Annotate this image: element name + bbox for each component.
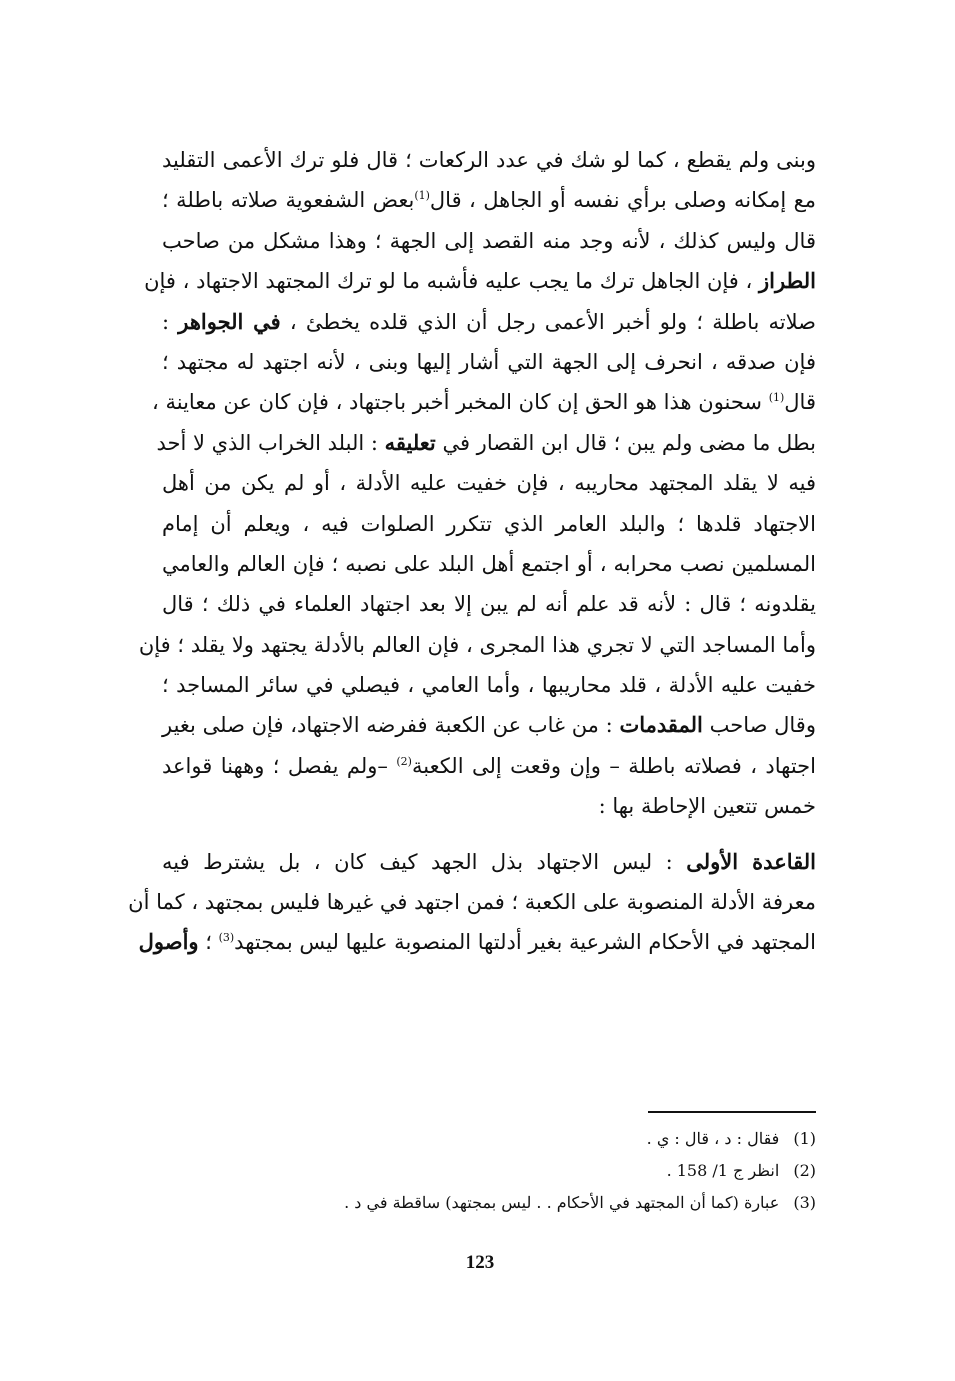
text-run: اجتهاد ، فصلاته باطلة – وإن وقعت إلى الكعبة	[411, 753, 817, 778]
paragraph-gap	[162, 827, 816, 842]
footnote-ref: (1)	[414, 189, 430, 203]
text-line	[138, 922, 816, 962]
footnote	[344, 1187, 816, 1219]
text-run: سحنون هذا هو الحق إن كان المخبر أخبر باجتهاد ، فإن كان عن معاينة ،	[152, 390, 769, 415]
footnote-ref: (2)	[396, 754, 412, 768]
text-run: وبنى ولم يقطع ، كما لو شك في عدد الركعات ؛ قال فلو ترك الأعمى التقليد	[162, 148, 816, 172]
bold-term: وأصول	[138, 929, 199, 955]
text-line	[156, 423, 816, 463]
footnote-text: عبارة (كما أن المجتهد في الأحكام . . ليس بمجتهد) ساقطة في د .	[344, 1193, 780, 1212]
text-run: يقلدونه ؛ قال : لأنه قد علم أنه لم يبن إلا بعد اجتهاد العلماء في ذلك ؛ قال	[162, 592, 816, 617]
text-line	[162, 584, 816, 624]
text-run: : ليس الاجتهاد بذل الجهد كيف كان ، بل يشترط فيه	[162, 849, 687, 874]
text-line	[162, 544, 816, 584]
text-line	[128, 882, 816, 922]
text-run: المجتهد في الأحكام الشرعية بغير أدلتها المنصوبة عليها ليس بمجتهد	[234, 930, 816, 955]
text-run: ، فإن الجاهل ترك ما يجب عليه فأشبه ما لو ترك المجتهد الاجتهاد ، فإن	[144, 269, 759, 294]
text-line	[144, 261, 816, 301]
text-line	[162, 463, 816, 503]
bold-term: القاعدة الأولى	[686, 848, 816, 874]
text-line	[162, 705, 816, 745]
page-number: 123	[465, 1252, 495, 1273]
text-run: صلاته باطلة ؛ ولو أخبر الأعمى رجل أن الذي قلده يخطئ ،	[280, 309, 816, 334]
text-line	[162, 180, 816, 220]
text-line	[162, 665, 816, 705]
text-run: : من غاب عن الكعبة ففرضه الاجتهاد، فإن صلى بغير	[162, 713, 620, 738]
footnote-number: (2)	[793, 1161, 816, 1180]
text-run: –ولم يفصل ؛ وههنا قواعد	[162, 753, 397, 778]
footnote	[420, 1155, 816, 1187]
text-line	[162, 504, 816, 544]
text-run: بعض الشفعوية صلاته باطلة ؛	[162, 188, 415, 213]
footnote-ref: (3)	[218, 931, 235, 945]
bold-term: في الجواهر	[178, 308, 281, 334]
text-line	[162, 302, 816, 342]
text-run: مع إمكانه وصلى برأي نفسه أو الجاهل ، قال	[429, 188, 817, 213]
text-line	[152, 382, 816, 422]
text-run: خفيت عليه الأدلة ، قلد محاريبها ، وأما العامي ، فيصلي في سائر المساجد ؛	[162, 673, 816, 698]
footnote-ref: (1)	[768, 391, 785, 405]
text-run: :	[162, 309, 179, 334]
footnote-text: فقال : د ، قال : ي .	[646, 1129, 780, 1148]
text-run: خمس تتعين الإحاطة بها :	[598, 794, 816, 819]
footnote-number: (1)	[793, 1129, 816, 1148]
footnote-separator	[648, 1111, 816, 1113]
text-run: معرفة الأدلة المنصوبة على الكعبة ؛ فمن اجتهد في غيرها فليس بمجتهد ، كما أن	[128, 890, 816, 915]
text-line	[162, 221, 816, 261]
text-run: ؛	[198, 930, 219, 955]
text-run: وأما المساجد التي لا تجري هذا المجرى ، فإن العالم بالأدلة يجتهد ولا يقلد ؛ فإن	[138, 632, 816, 657]
bold-term: المقدمات	[619, 712, 703, 738]
body-text	[128, 140, 817, 963]
text-line	[162, 842, 816, 882]
bold-term: الطراز	[758, 268, 816, 294]
text-line	[162, 342, 816, 382]
bold-term: تعليقه	[384, 429, 436, 455]
text-run: وقال صاحب	[702, 713, 816, 738]
text-line	[162, 786, 816, 826]
text-run: : البلد الخراب الذي لا أحد	[156, 430, 385, 455]
text-run: بطل ما مضى ولم يبن ؛ قال ابن القصار في	[435, 430, 816, 455]
text-run: المسلمين نصب محرابه ، أو اجتمع أهل البلد على نصبه ؛ فإن العالم والعامي	[162, 551, 816, 576]
text-run: قال وليس كذلك ، لأنه وجد منه القصد إلى الجهة ؛ وهذا مشكل من صاحب	[162, 228, 816, 253]
footnote-number: (3)	[793, 1193, 816, 1212]
text-line	[138, 625, 816, 665]
text-run: فإن صدقه ، انحرف إلى الجهة التي أشار إليها وبنى ، لأنه اجتهد له مجتهد ؛	[162, 349, 816, 374]
text-run: قال	[784, 390, 816, 415]
text-run: فيه لا يقلد المجتهد محاريبه ، فإن خفيت عليه الأدلة ، أو لم يكن من أهل	[162, 471, 816, 496]
footnotes	[344, 1123, 816, 1219]
text-line	[162, 746, 816, 786]
text-line	[162, 140, 816, 180]
footnote	[420, 1123, 816, 1155]
footnote-text: انظر ج 1/ 158 .	[666, 1161, 780, 1180]
text-run: الاجتهاد قلدها ؛ والبلد العامر الذي تتكرر الصلوات فيه ، ويعلم أن إمام	[162, 511, 816, 536]
